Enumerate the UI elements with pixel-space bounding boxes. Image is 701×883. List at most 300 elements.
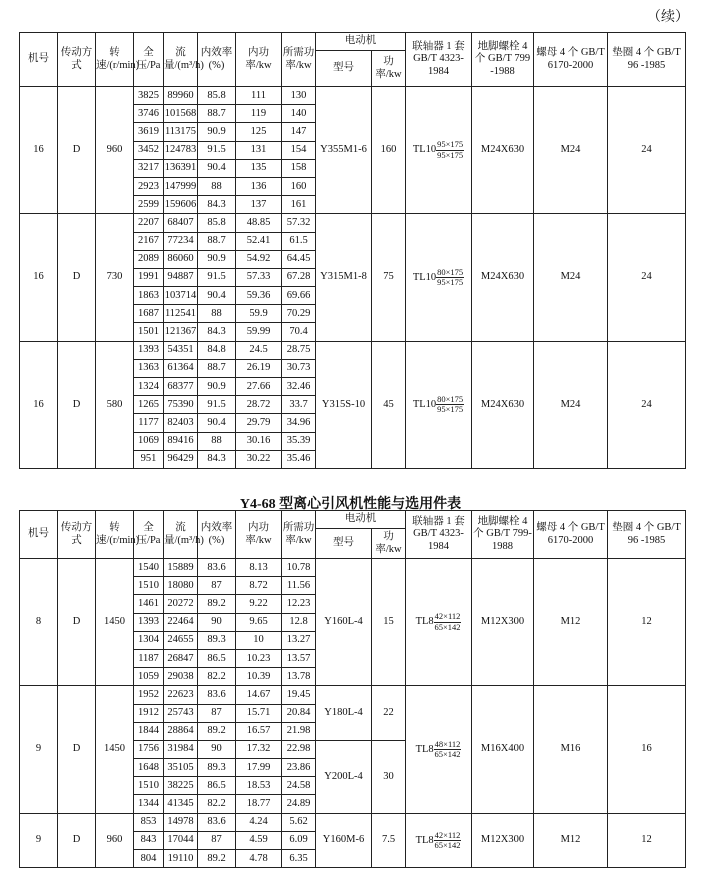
bolt-cell: M16X400 [472,686,534,813]
required-power-cell: 161 [282,196,316,214]
total-pressure-cell: 1187 [134,649,164,667]
internal-power-cell: 4.59 [236,831,282,849]
efficiency-cell: 90.9 [198,378,236,396]
coupling-numerator: 42×112 [434,611,461,622]
internal-power-cell: 17.99 [236,759,282,777]
required-power-cell: 19.45 [282,686,316,704]
header-motor: 电动机 [316,511,406,529]
flow-cell: 86060 [164,250,198,268]
header-washer: 垫圈 4 个 GB/T 96 -1985 [608,33,686,87]
bolt-cell: M24X630 [472,214,534,341]
flow-cell: 38225 [164,777,198,795]
motor-power-cell: 45 [372,341,406,468]
internal-power-cell: 10.23 [236,649,282,667]
motor-model-cell: Y355M1-6 [316,87,372,214]
speed-cell: 730 [96,214,134,341]
flow-cell: 14978 [164,813,198,831]
internal-power-cell: 28.72 [236,396,282,414]
flow-cell: 24655 [164,631,198,649]
total-pressure-cell: 1304 [134,631,164,649]
flow-cell: 20272 [164,595,198,613]
efficiency-cell: 89.2 [198,722,236,740]
header-speed: 转速/(r/min) [96,33,134,87]
total-pressure-cell: 3825 [134,87,164,105]
flow-cell: 101568 [164,105,198,123]
header-washer: 垫圈 4 个 GB/T 96 -1985 [608,511,686,559]
header-nut: 螺母 4 个 GB/T 6170-2000 [534,511,608,559]
coupling-type: TL8 [415,743,434,755]
efficiency-cell: 85.8 [198,214,236,232]
efficiency-cell: 83.6 [198,686,236,704]
required-power-cell: 6.35 [282,850,316,868]
coupling-numerator: 95×175 [437,139,464,150]
table-row [20,813,686,831]
header-drive: 传动方式 [58,33,96,87]
washer-cell: 24 [608,87,686,214]
nut-cell: M12 [534,813,608,868]
efficiency-cell: 88.7 [198,105,236,123]
total-pressure-cell: 804 [134,850,164,868]
required-power-cell: 24.58 [282,777,316,795]
total-pressure-cell: 951 [134,450,164,468]
table-row [20,214,686,232]
header-efficiency: 内效率(%) [198,511,236,559]
total-pressure-cell: 1510 [134,777,164,795]
total-pressure-cell: 1991 [134,268,164,286]
total-pressure-cell: 3619 [134,123,164,141]
coupling-cell [406,87,472,214]
nut-cell: M24 [534,341,608,468]
machine-no-cell: 8 [20,559,58,686]
bolt-cell: M24X630 [472,341,534,468]
drive-cell: D [58,559,96,686]
required-power-cell: 61.5 [282,232,316,250]
total-pressure-cell: 1059 [134,668,164,686]
table-row [20,686,686,704]
header-bolt: 地脚螺栓 4 个 GB/T 799-1988 [472,511,534,559]
total-pressure-cell: 1265 [134,396,164,414]
flow-cell: 35105 [164,759,198,777]
header-machine-no: 机号 [20,33,58,87]
coupling-type: TL10 [412,271,437,283]
efficiency-cell: 84.8 [198,341,236,359]
required-power-cell: 28.75 [282,341,316,359]
total-pressure-cell: 1952 [134,686,164,704]
flow-cell: 61364 [164,359,198,377]
efficiency-cell: 84.3 [198,196,236,214]
nut-cell: M12 [534,559,608,686]
header-speed: 转速/(r/min) [96,511,134,559]
motor-power-cell: 7.5 [372,813,406,868]
drive-cell: D [58,341,96,468]
efficiency-cell: 90 [198,613,236,631]
internal-power-cell: 27.66 [236,378,282,396]
header-coupling: 联轴器 1 套 GB/T 4323-1984 [406,33,472,87]
header-motor-model: 型号 [316,529,372,559]
coupling-type: TL10 [412,144,437,156]
header-bolt: 地脚螺栓 4 个 GB/T 799 -1988 [472,33,534,87]
efficiency-cell: 85.8 [198,87,236,105]
flow-cell: 41345 [164,795,198,813]
table2-title: Y4-68 型离心引风机性能与选用件表 [239,497,462,512]
machine-no-cell: 9 [20,813,58,868]
header-flow: 流量/(m³/h) [164,33,198,87]
required-power-cell: 13.27 [282,631,316,649]
efficiency-cell: 87 [198,831,236,849]
machine-no-cell: 16 [20,214,58,341]
flow-cell: 124783 [164,141,198,159]
washer-cell: 24 [608,214,686,341]
bolt-cell: M12X300 [472,813,534,868]
internal-power-cell: 135 [236,159,282,177]
required-power-cell: 160 [282,177,316,195]
internal-power-cell: 59.9 [236,305,282,323]
required-power-cell: 70.29 [282,305,316,323]
internal-power-cell: 59.99 [236,323,282,341]
motor-model-cell: Y160L-4 [316,559,372,686]
coupling-type: TL8 [415,834,434,846]
required-power-cell: 12.8 [282,613,316,631]
nut-cell: M24 [534,214,608,341]
total-pressure-cell: 853 [134,813,164,831]
required-power-cell: 20.84 [282,704,316,722]
drive-cell: D [58,214,96,341]
table-row [20,341,686,359]
drive-cell: D [58,87,96,214]
flow-cell: 54351 [164,341,198,359]
efficiency-cell: 88 [198,177,236,195]
required-power-cell: 32.46 [282,378,316,396]
required-power-cell: 57.32 [282,214,316,232]
internal-power-cell: 9.65 [236,613,282,631]
efficiency-cell: 83.6 [198,813,236,831]
coupling-numerator: 80×175 [437,266,464,277]
efficiency-cell: 91.5 [198,396,236,414]
required-power-cell: 130 [282,87,316,105]
total-pressure-cell: 2207 [134,214,164,232]
total-pressure-cell: 2923 [134,177,164,195]
coupling-denominator: 65×142 [434,748,461,759]
total-pressure-cell: 3452 [134,141,164,159]
required-power-cell: 67.28 [282,268,316,286]
speed-cell: 1450 [96,559,134,686]
required-power-cell: 35.46 [282,450,316,468]
required-power-cell: 35.39 [282,432,316,450]
internal-power-cell: 16.57 [236,722,282,740]
efficiency-cell: 82.2 [198,795,236,813]
total-pressure-cell: 2167 [134,232,164,250]
required-power-cell: 34.96 [282,414,316,432]
flow-cell: 89416 [164,432,198,450]
efficiency-cell: 90.4 [198,159,236,177]
coupling-denominator: 95×175 [437,404,464,415]
efficiency-cell: 84.3 [198,450,236,468]
coupling-fraction [436,268,464,288]
motor-power-cell: 75 [372,214,406,341]
internal-power-cell: 9.22 [236,595,282,613]
internal-power-cell: 10 [236,631,282,649]
motor-power-cell: 15 [372,559,406,686]
fan-table-continued [19,32,686,469]
required-power-cell: 6.09 [282,831,316,849]
flow-cell: 75390 [164,396,198,414]
coupling-type: TL10 [412,398,437,410]
total-pressure-cell: 1069 [134,432,164,450]
coupling-cell [406,341,472,468]
flow-cell: 94887 [164,268,198,286]
bolt-cell: M24X630 [472,87,534,214]
coupling-numerator: 48×112 [434,738,461,749]
coupling-cell [406,813,472,868]
machine-no-cell: 9 [20,686,58,813]
flow-cell: 159606 [164,196,198,214]
flow-cell: 22623 [164,686,198,704]
internal-power-cell: 4.24 [236,813,282,831]
flow-cell: 19110 [164,850,198,868]
internal-power-cell: 136 [236,177,282,195]
internal-power-cell: 29.79 [236,414,282,432]
header-required-power: 所需功率/kw [282,511,316,559]
internal-power-cell: 131 [236,141,282,159]
total-pressure-cell: 1393 [134,613,164,631]
efficiency-cell: 91.5 [198,268,236,286]
header-internal-power: 内功率/kw [236,33,282,87]
required-power-cell: 23.86 [282,759,316,777]
flow-cell: 25743 [164,704,198,722]
internal-power-cell: 26.19 [236,359,282,377]
efficiency-cell: 90.4 [198,287,236,305]
flow-cell: 15889 [164,559,198,577]
efficiency-cell: 90 [198,740,236,758]
table-row [20,87,686,105]
header-coupling: 联轴器 1 套 GB/T 4323-1984 [406,511,472,559]
flow-cell: 147999 [164,177,198,195]
efficiency-cell: 91.5 [198,141,236,159]
required-power-cell: 147 [282,123,316,141]
internal-power-cell: 57.33 [236,268,282,286]
required-power-cell: 64.45 [282,250,316,268]
motor-model-cell: Y315S-10 [316,341,372,468]
total-pressure-cell: 1344 [134,795,164,813]
required-power-cell: 10.78 [282,559,316,577]
internal-power-cell: 8.72 [236,577,282,595]
efficiency-cell: 89.2 [198,595,236,613]
required-power-cell: 24.89 [282,795,316,813]
washer-cell: 12 [608,559,686,686]
coupling-cell [406,214,472,341]
flow-cell: 17044 [164,831,198,849]
nut-cell: M24 [534,87,608,214]
flow-cell: 68407 [164,214,198,232]
efficiency-cell: 86.5 [198,777,236,795]
total-pressure-cell: 1510 [134,577,164,595]
internal-power-cell: 125 [236,123,282,141]
required-power-cell: 12.23 [282,595,316,613]
internal-power-cell: 137 [236,196,282,214]
total-pressure-cell: 1501 [134,323,164,341]
total-pressure-cell: 1687 [134,305,164,323]
total-pressure-cell: 843 [134,831,164,849]
flow-cell: 136391 [164,159,198,177]
internal-power-cell: 4.78 [236,850,282,868]
fan-table-y4-68 [19,510,686,868]
motor-model-cell: Y315M1-8 [316,214,372,341]
flow-cell: 68377 [164,378,198,396]
flow-cell: 22464 [164,613,198,631]
header-motor: 电动机 [316,33,406,51]
total-pressure-cell: 1844 [134,722,164,740]
total-pressure-cell: 2599 [134,196,164,214]
machine-no-cell: 16 [20,341,58,468]
required-power-cell: 33.7 [282,396,316,414]
coupling-numerator: 42×112 [434,829,461,840]
header-motor-power: 功率/kw [372,51,406,87]
flow-cell: 28864 [164,722,198,740]
required-power-cell: 21.98 [282,722,316,740]
header-total-pressure: 全压/Pa [134,511,164,559]
internal-power-cell: 10.39 [236,668,282,686]
efficiency-cell: 84.3 [198,323,236,341]
total-pressure-cell: 1912 [134,704,164,722]
efficiency-cell: 88 [198,432,236,450]
total-pressure-cell: 1540 [134,559,164,577]
drive-cell: D [58,686,96,813]
efficiency-cell: 86.5 [198,649,236,667]
header-flow: 流量/(m³/h) [164,511,198,559]
internal-power-cell: 54.92 [236,250,282,268]
header-required-power: 所需功率/kw [282,33,316,87]
header-total-pressure: 全压/Pa [134,33,164,87]
efficiency-cell: 89.3 [198,631,236,649]
efficiency-cell: 89.2 [198,850,236,868]
washer-cell: 12 [608,813,686,868]
internal-power-cell: 8.13 [236,559,282,577]
header-motor-power: 功率/kw [372,529,406,559]
flow-cell: 82403 [164,414,198,432]
efficiency-cell: 87 [198,704,236,722]
coupling-cell [406,686,472,813]
header-efficiency: 内效率(%) [198,33,236,87]
coupling-type: TL8 [415,616,434,628]
speed-cell: 1450 [96,686,134,813]
total-pressure-cell: 2089 [134,250,164,268]
machine-no-cell: 16 [20,87,58,214]
internal-power-cell: 18.53 [236,777,282,795]
internal-power-cell: 59.36 [236,287,282,305]
coupling-fraction [434,612,462,632]
internal-power-cell: 17.32 [236,740,282,758]
required-power-cell: 69.66 [282,287,316,305]
efficiency-cell: 88 [198,305,236,323]
coupling-numerator: 80×175 [437,393,464,404]
required-power-cell: 22.98 [282,740,316,758]
total-pressure-cell: 1461 [134,595,164,613]
coupling-fraction [436,395,464,415]
table-row [20,559,686,577]
drive-cell: D [58,813,96,868]
internal-power-cell: 30.16 [236,432,282,450]
efficiency-cell: 90.9 [198,250,236,268]
bolt-cell: M12X300 [472,559,534,686]
coupling-denominator: 95×175 [437,276,464,287]
required-power-cell: 30.73 [282,359,316,377]
flow-cell: 31984 [164,740,198,758]
total-pressure-cell: 3217 [134,159,164,177]
speed-cell: 960 [96,813,134,868]
motor-model-cell: Y180L-4 [316,686,372,741]
coupling-denominator: 95×175 [437,149,464,160]
flow-cell: 112541 [164,305,198,323]
flow-cell: 26847 [164,649,198,667]
coupling-cell [406,559,472,686]
required-power-cell: 158 [282,159,316,177]
internal-power-cell: 14.67 [236,686,282,704]
internal-power-cell: 111 [236,87,282,105]
coupling-fraction [436,140,464,160]
efficiency-cell: 90.4 [198,414,236,432]
required-power-cell: 5.62 [282,813,316,831]
required-power-cell: 140 [282,105,316,123]
total-pressure-cell: 1863 [134,287,164,305]
total-pressure-cell: 1648 [134,759,164,777]
internal-power-cell: 48.85 [236,214,282,232]
coupling-denominator: 65×142 [434,621,461,632]
flow-cell: 29038 [164,668,198,686]
total-pressure-cell: 1363 [134,359,164,377]
internal-power-cell: 119 [236,105,282,123]
efficiency-cell: 88.7 [198,359,236,377]
total-pressure-cell: 1756 [134,740,164,758]
header-nut: 螺母 4 个 GB/T 6170-2000 [534,33,608,87]
required-power-cell: 13.78 [282,668,316,686]
flow-cell: 121367 [164,323,198,341]
header-motor-model: 型号 [316,51,372,87]
internal-power-cell: 15.71 [236,704,282,722]
total-pressure-cell: 1393 [134,341,164,359]
nut-cell: M16 [534,686,608,813]
speed-cell: 580 [96,341,134,468]
efficiency-cell: 89.3 [198,759,236,777]
required-power-cell: 70.4 [282,323,316,341]
coupling-fraction [434,740,462,760]
washer-cell: 24 [608,341,686,468]
flow-cell: 77234 [164,232,198,250]
coupling-fraction [434,831,462,851]
internal-power-cell: 52.41 [236,232,282,250]
flow-cell: 113175 [164,123,198,141]
internal-power-cell: 24.5 [236,341,282,359]
required-power-cell: 154 [282,141,316,159]
flow-cell: 96429 [164,450,198,468]
motor-power-cell: 30 [372,740,406,813]
flow-cell: 103714 [164,287,198,305]
efficiency-cell: 87 [198,577,236,595]
continued-label: （续） [647,10,689,25]
flow-cell: 89960 [164,87,198,105]
efficiency-cell: 82.2 [198,668,236,686]
efficiency-cell: 88.7 [198,232,236,250]
flow-cell: 18080 [164,577,198,595]
internal-power-cell: 30.22 [236,450,282,468]
required-power-cell: 13.57 [282,649,316,667]
total-pressure-cell: 1324 [134,378,164,396]
motor-power-cell: 22 [372,686,406,741]
washer-cell: 16 [608,686,686,813]
motor-model-cell: Y160M-6 [316,813,372,868]
header-internal-power: 内功率/kw [236,511,282,559]
motor-power-cell: 160 [372,87,406,214]
motor-model-cell: Y200L-4 [316,740,372,813]
